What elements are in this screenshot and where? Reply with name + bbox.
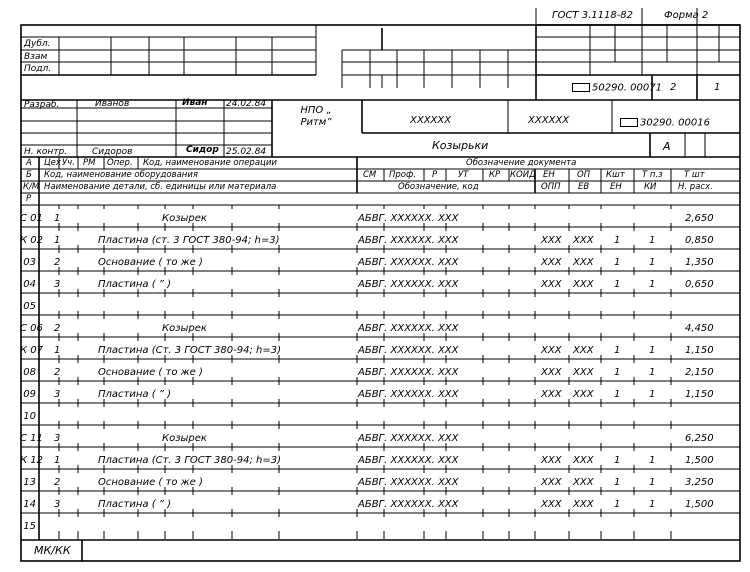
podl-label: Подл. bbox=[24, 64, 52, 74]
sheets-total: 1 bbox=[714, 82, 721, 93]
row-ev: XXX bbox=[541, 257, 562, 268]
code-2: 30290. 00016 bbox=[620, 118, 710, 129]
row-norm-value: 1,500 bbox=[685, 499, 714, 510]
row-pos: 3 bbox=[54, 279, 61, 290]
footer-label: МК/КК bbox=[34, 544, 71, 557]
oboz-label: Обозначение, код bbox=[398, 182, 479, 192]
row-designation: АБВГ. XXXXXX. XXX bbox=[358, 213, 459, 224]
row-norm-value: 1,350 bbox=[685, 257, 714, 268]
row-item-name: Пластина (Ст. 3 ГОСТ 380-94; h=3) bbox=[98, 345, 281, 356]
row-ev: XXX bbox=[541, 345, 562, 356]
nrash-label: Н. расх. bbox=[678, 182, 713, 192]
row-pos: 1 bbox=[54, 345, 61, 356]
row-pos: 2 bbox=[54, 257, 61, 268]
row-item-name: Пластина (ст. 3 ГОСТ 380-94; h=3) bbox=[98, 235, 280, 246]
gost-label: ГОСТ 3.1118-82 bbox=[552, 10, 634, 21]
ev-label: ЕВ bbox=[578, 182, 590, 192]
row-kst: 1 bbox=[614, 367, 621, 378]
row-number: С 06 bbox=[20, 323, 43, 334]
row-en: XXX bbox=[573, 279, 594, 290]
row-ki: 1 bbox=[649, 279, 656, 290]
prof-label: Проф. bbox=[389, 170, 416, 180]
row-norm-value: 2,150 bbox=[685, 367, 714, 378]
row-kst: 1 bbox=[614, 389, 621, 400]
row-en: XXX bbox=[573, 499, 594, 510]
row-km-prefix: К/М bbox=[23, 182, 40, 192]
row-ki: 1 bbox=[649, 257, 656, 268]
xxxxxx-1: XXXXXX bbox=[410, 115, 452, 126]
row-ev: XXX bbox=[541, 279, 562, 290]
row-a-prefix: А bbox=[26, 158, 32, 168]
row-ki: 1 bbox=[649, 477, 656, 488]
uch-label: Уч. bbox=[62, 158, 75, 168]
kst-label: Кшт bbox=[606, 170, 625, 180]
row-ki: 1 bbox=[649, 367, 656, 378]
row-ki: 1 bbox=[649, 345, 656, 356]
row-designation: АБВГ. XXXXXX. XXX bbox=[358, 367, 459, 378]
row-kst: 1 bbox=[614, 235, 621, 246]
row-item-name: Основание ( то же ) bbox=[98, 367, 203, 378]
row-number: К 07 bbox=[20, 345, 44, 356]
row-ki: 1 bbox=[649, 235, 656, 246]
row-designation: АБВГ. XXXXXX. XXX bbox=[358, 455, 459, 466]
org-name: НПО „ Ритм” bbox=[300, 105, 332, 128]
row-pos: 1 bbox=[54, 213, 61, 224]
sheet-number: 2 bbox=[670, 82, 677, 93]
row-number: 14 bbox=[23, 499, 36, 510]
detail-desc: Наименование детали, сб. единицы или материала bbox=[44, 182, 277, 192]
tpz-label: Т п.з bbox=[642, 170, 663, 180]
r-label: Р bbox=[432, 170, 438, 180]
nkontr-date: 25.02.84 bbox=[226, 147, 267, 157]
row-pos: 1 bbox=[54, 455, 61, 466]
row-item-name: Пластина ( ” ) bbox=[98, 279, 172, 290]
row-en: XXX bbox=[573, 367, 594, 378]
nkontr-label: Н. контр. bbox=[24, 147, 68, 157]
row-item-name: Пластина (Ст. 3 ГОСТ 380-94; h=3) bbox=[98, 455, 281, 466]
row-en: XXX bbox=[573, 235, 594, 246]
dubl-label: Дубл. bbox=[24, 39, 51, 49]
koid-label: КОИД bbox=[510, 170, 536, 180]
ki-label: КИ bbox=[644, 182, 657, 192]
row-designation: АБВГ. XXXXXX. XXX bbox=[358, 433, 459, 444]
razrab-date: 24.02.84 bbox=[226, 99, 267, 109]
row-number: 13 bbox=[23, 477, 36, 488]
row-number: 05 bbox=[23, 301, 36, 312]
row-en: XXX bbox=[573, 345, 594, 356]
row-number: 04 bbox=[23, 279, 36, 290]
row-item-name: Пластина ( ” ) bbox=[98, 499, 172, 510]
row-designation: АБВГ. XXXXXX. XXX bbox=[358, 345, 459, 356]
en-label: ЕН bbox=[543, 170, 555, 180]
row-kst: 1 bbox=[614, 257, 621, 268]
doc-designation-label: Обозначение документа bbox=[466, 158, 577, 168]
row-item-name: Козырек bbox=[162, 323, 207, 334]
row-norm-value: 0,850 bbox=[685, 235, 714, 246]
row-pos: 2 bbox=[54, 323, 61, 334]
rm-label: РМ bbox=[83, 158, 96, 168]
rectangle-symbol-icon bbox=[572, 83, 590, 92]
nkontr-signature: Сидор bbox=[186, 145, 219, 155]
row-item-name: Основание ( то же ) bbox=[98, 257, 203, 268]
row-number: 10 bbox=[23, 411, 36, 422]
row-ev: XXX bbox=[541, 235, 562, 246]
row-designation: АБВГ. XXXXXX. XXX bbox=[358, 499, 459, 510]
razrab-signature: Иван bbox=[182, 98, 208, 108]
ut-label: УТ bbox=[458, 170, 469, 180]
row-en: XXX bbox=[573, 455, 594, 466]
row-ev: XXX bbox=[541, 477, 562, 488]
row-designation: АБВГ. XXXXXX. XXX bbox=[358, 235, 459, 246]
row-item-name: Основание ( то же ) bbox=[98, 477, 203, 488]
xxxxxx-2: XXXXXX bbox=[528, 115, 570, 126]
row-ev: XXX bbox=[541, 455, 562, 466]
row-norm-value: 4,450 bbox=[685, 323, 714, 334]
row-number: С 01 bbox=[20, 213, 43, 224]
row-number: 08 bbox=[23, 367, 36, 378]
row-item-name: Козырек bbox=[162, 213, 207, 224]
row-ev: XXX bbox=[541, 389, 562, 400]
row-pos: 3 bbox=[54, 499, 61, 510]
row-number: 09 bbox=[23, 389, 36, 400]
row-r-prefix: Р bbox=[26, 194, 32, 204]
row-kst: 1 bbox=[614, 455, 621, 466]
form-label: Форма 2 bbox=[664, 10, 709, 21]
row-pos: 2 bbox=[54, 367, 61, 378]
row-pos: 3 bbox=[54, 389, 61, 400]
en2-label: ЕН bbox=[610, 182, 622, 192]
row-ev: XXX bbox=[541, 367, 562, 378]
row-number: К 02 bbox=[20, 235, 44, 246]
row-designation: АБВГ. XXXXXX. XXX bbox=[358, 257, 459, 268]
row-ki: 1 bbox=[649, 499, 656, 510]
row-en: XXX bbox=[573, 477, 594, 488]
row-number: 03 bbox=[23, 257, 36, 268]
row-norm-value: 1,500 bbox=[685, 455, 714, 466]
document-name: Козырьки bbox=[432, 139, 489, 152]
row-norm-value: 2,650 bbox=[685, 213, 714, 224]
razrab-name: Иванов bbox=[95, 99, 130, 109]
row-b-prefix: Б bbox=[26, 170, 32, 180]
row-number: К 12 bbox=[20, 455, 44, 466]
row-en: XXX bbox=[573, 389, 594, 400]
row-pos: 3 bbox=[54, 433, 61, 444]
op-label: ОП bbox=[577, 170, 591, 180]
oper-desc: Код, наименование операции bbox=[143, 158, 277, 168]
row-norm-value: 3,250 bbox=[685, 477, 714, 488]
row-item-name: Козырек bbox=[162, 433, 207, 444]
row-item-name: Пластина ( ” ) bbox=[98, 389, 172, 400]
row-designation: АБВГ. XXXXXX. XXX bbox=[358, 323, 459, 334]
row-norm-value: 0,650 bbox=[685, 279, 714, 290]
row-designation: АБВГ. XXXXXX. XXX bbox=[358, 389, 459, 400]
row-norm-value: 6,250 bbox=[685, 433, 714, 444]
row-ev: XXX bbox=[541, 499, 562, 510]
row-en: XXX bbox=[573, 257, 594, 268]
letter: А bbox=[663, 140, 671, 153]
row-kst: 1 bbox=[614, 279, 621, 290]
equipment-desc: Код, наименование оборудования bbox=[44, 170, 198, 180]
row-norm-value: 1,150 bbox=[685, 389, 714, 400]
row-number: С 11 bbox=[20, 433, 43, 444]
oper-label: Опер. bbox=[107, 158, 133, 168]
row-pos: 2 bbox=[54, 477, 61, 488]
vzam-label: Взам bbox=[24, 52, 48, 62]
row-ki: 1 bbox=[649, 389, 656, 400]
row-designation: АБВГ. XXXXXX. XXX bbox=[358, 279, 459, 290]
tst-label: Т шт bbox=[684, 170, 705, 180]
doc-code: 50290. 00071 bbox=[572, 83, 662, 94]
row-kst: 1 bbox=[614, 477, 621, 488]
row-ki: 1 bbox=[649, 455, 656, 466]
opp-label: ОПП bbox=[541, 182, 561, 192]
razrab-label: Разраб. bbox=[24, 100, 60, 110]
kr-label: КР bbox=[489, 170, 501, 180]
row-pos: 1 bbox=[54, 235, 61, 246]
sm-label: СМ bbox=[363, 170, 377, 180]
row-norm-value: 1,150 bbox=[685, 345, 714, 356]
nkontr-name: Сидоров bbox=[92, 147, 133, 157]
row-kst: 1 bbox=[614, 345, 621, 356]
row-number: 15 bbox=[23, 521, 36, 532]
ceh-label: Цех bbox=[44, 158, 61, 168]
rectangle-symbol-icon bbox=[620, 118, 638, 127]
row-designation: АБВГ. XXXXXX. XXX bbox=[358, 477, 459, 488]
row-kst: 1 bbox=[614, 499, 621, 510]
